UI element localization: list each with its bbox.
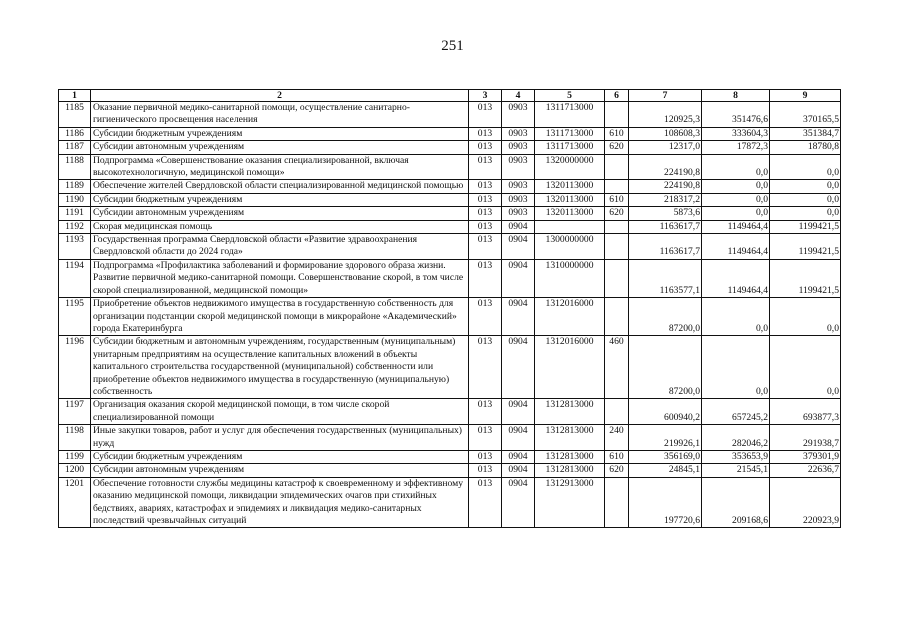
row-number: 1194 bbox=[59, 259, 91, 297]
row-amount-1: 87200,0 bbox=[629, 336, 702, 399]
row-amount-2: 0,0 bbox=[702, 154, 770, 180]
row-name: Субсидии бюджетным учреждениям bbox=[91, 127, 469, 140]
row-expense-type: 620 bbox=[605, 207, 629, 220]
row-target-code: 1311713000 bbox=[535, 127, 605, 140]
row-number: 1196 bbox=[59, 336, 91, 399]
row-ministry-code: 013 bbox=[469, 193, 502, 206]
budget-table bbox=[58, 89, 841, 528]
row-amount-3: 0,0 bbox=[770, 336, 841, 399]
row-name: Подпрограмма «Совершенствование оказания специализированной, включая высокотехнологичную, медицинской помощи» bbox=[91, 154, 469, 180]
row-amount-1: 197720,6 bbox=[629, 477, 702, 528]
table-row bbox=[59, 336, 841, 399]
row-amount-3: 0,0 bbox=[770, 154, 841, 180]
row-name: Организация оказания скорой медицинской помощи, в том числе скорой специализированной помощи bbox=[91, 399, 469, 425]
row-name: Субсидии автономным учреждениям bbox=[91, 207, 469, 220]
row-target-code: 1312016000 bbox=[535, 298, 605, 336]
row-expense-type: 620 bbox=[605, 141, 629, 154]
row-target-code: 1320000000 bbox=[535, 154, 605, 180]
row-name: Государственная программа Свердловской области «Развитие здравоохранения Свердловской области до 2024 года» bbox=[91, 234, 469, 260]
column-header-3: 3 bbox=[469, 90, 502, 102]
row-amount-1: 5873,6 bbox=[629, 207, 702, 220]
row-amount-3: 22636,7 bbox=[770, 464, 841, 477]
row-number: 1199 bbox=[59, 450, 91, 463]
row-ministry-code: 013 bbox=[469, 154, 502, 180]
row-amount-3: 0,0 bbox=[770, 180, 841, 193]
row-amount-1: 87200,0 bbox=[629, 298, 702, 336]
table-row bbox=[59, 193, 841, 206]
row-expense-type bbox=[605, 102, 629, 128]
row-amount-3: 1199421,5 bbox=[770, 259, 841, 297]
row-ministry-code: 013 bbox=[469, 477, 502, 528]
row-amount-2: 0,0 bbox=[702, 207, 770, 220]
row-number: 1201 bbox=[59, 477, 91, 528]
row-name: Приобретение объектов недвижимого имущества в государственную собственность для организации подстанции скорой медицинской помощи в микрорайоне «Академический» города Екатеринбурга bbox=[91, 298, 469, 336]
row-section-code: 0903 bbox=[502, 127, 535, 140]
row-number: 1193 bbox=[59, 234, 91, 260]
row-ministry-code: 013 bbox=[469, 298, 502, 336]
table-row bbox=[59, 477, 841, 528]
table-row bbox=[59, 207, 841, 220]
column-header-5: 5 bbox=[535, 90, 605, 102]
row-section-code: 0904 bbox=[502, 234, 535, 260]
row-expense-type bbox=[605, 234, 629, 260]
row-amount-2: 1149464,4 bbox=[702, 259, 770, 297]
row-amount-2: 333604,3 bbox=[702, 127, 770, 140]
row-amount-1: 219926,1 bbox=[629, 425, 702, 451]
row-amount-2: 0,0 bbox=[702, 336, 770, 399]
row-name: Скорая медицинская помощь bbox=[91, 220, 469, 233]
row-expense-type: 240 bbox=[605, 425, 629, 451]
row-target-code: 1311713000 bbox=[535, 102, 605, 128]
table-row bbox=[59, 298, 841, 336]
row-section-code: 0903 bbox=[502, 154, 535, 180]
row-name: Субсидии автономным учреждениям bbox=[91, 141, 469, 154]
row-amount-2: 209168,6 bbox=[702, 477, 770, 528]
row-expense-type bbox=[605, 154, 629, 180]
row-number: 1185 bbox=[59, 102, 91, 128]
row-expense-type: 610 bbox=[605, 193, 629, 206]
row-ministry-code: 013 bbox=[469, 234, 502, 260]
row-ministry-code: 013 bbox=[469, 259, 502, 297]
row-amount-3: 1199421,5 bbox=[770, 234, 841, 260]
row-amount-1: 356169,0 bbox=[629, 450, 702, 463]
row-amount-1: 1163617,7 bbox=[629, 220, 702, 233]
row-amount-1: 224190,8 bbox=[629, 180, 702, 193]
row-amount-1: 108608,3 bbox=[629, 127, 702, 140]
row-amount-3: 0,0 bbox=[770, 193, 841, 206]
row-amount-2: 1149464,4 bbox=[702, 234, 770, 260]
row-section-code: 0904 bbox=[502, 464, 535, 477]
row-target-code: 1312813000 bbox=[535, 464, 605, 477]
row-amount-3: 1199421,5 bbox=[770, 220, 841, 233]
column-header-9: 9 bbox=[770, 90, 841, 102]
row-section-code: 0904 bbox=[502, 220, 535, 233]
row-target-code: 1311713000 bbox=[535, 141, 605, 154]
header-row bbox=[59, 90, 841, 102]
table-row bbox=[59, 450, 841, 463]
row-amount-2: 657245,2 bbox=[702, 399, 770, 425]
row-target-code: 1300000000 bbox=[535, 234, 605, 260]
row-amount-2: 0,0 bbox=[702, 193, 770, 206]
row-target-code: 1310000000 bbox=[535, 259, 605, 297]
row-amount-2: 17872,3 bbox=[702, 141, 770, 154]
row-section-code: 0904 bbox=[502, 450, 535, 463]
row-amount-1: 24845,1 bbox=[629, 464, 702, 477]
row-amount-3: 370165,5 bbox=[770, 102, 841, 128]
table-row bbox=[59, 425, 841, 451]
table-row bbox=[59, 180, 841, 193]
row-ministry-code: 013 bbox=[469, 425, 502, 451]
row-target-code: 1320113000 bbox=[535, 207, 605, 220]
row-name: Субсидии бюджетным и автономным учреждениям, государственным (муниципальным) унитарным предприятиям на осуществление капитальных вложений в объекты капитального строительства государственной (муниципальной) собственности или приобретение объектов недвижимого имущества в государственную (муниципальную) собственность bbox=[91, 336, 469, 399]
row-amount-1: 600940,2 bbox=[629, 399, 702, 425]
row-section-code: 0903 bbox=[502, 207, 535, 220]
row-number: 1186 bbox=[59, 127, 91, 140]
row-amount-2: 0,0 bbox=[702, 298, 770, 336]
row-expense-type bbox=[605, 399, 629, 425]
row-ministry-code: 013 bbox=[469, 141, 502, 154]
row-number: 1198 bbox=[59, 425, 91, 451]
row-name: Обеспечение жителей Свердловской области специализированной медицинской помощью bbox=[91, 180, 469, 193]
row-number: 1191 bbox=[59, 207, 91, 220]
page-number: 251 bbox=[441, 38, 464, 54]
column-header-4: 4 bbox=[502, 90, 535, 102]
row-ministry-code: 013 bbox=[469, 180, 502, 193]
table-row bbox=[59, 399, 841, 425]
row-name: Иные закупки товаров, работ и услуг для обеспечения государственных (муниципальных) нужд bbox=[91, 425, 469, 451]
row-ministry-code: 013 bbox=[469, 336, 502, 399]
table-row bbox=[59, 127, 841, 140]
row-number: 1197 bbox=[59, 399, 91, 425]
row-number: 1188 bbox=[59, 154, 91, 180]
row-amount-3: 0,0 bbox=[770, 298, 841, 336]
row-amount-3: 379301,9 bbox=[770, 450, 841, 463]
row-ministry-code: 013 bbox=[469, 450, 502, 463]
row-amount-3: 220923,9 bbox=[770, 477, 841, 528]
table-row bbox=[59, 154, 841, 180]
row-target-code: 1312813000 bbox=[535, 425, 605, 451]
row-amount-2: 353653,9 bbox=[702, 450, 770, 463]
row-expense-type: 620 bbox=[605, 464, 629, 477]
row-expense-type bbox=[605, 220, 629, 233]
row-target-code: 1312016000 bbox=[535, 336, 605, 399]
table-body bbox=[59, 102, 841, 528]
row-amount-1: 218317,2 bbox=[629, 193, 702, 206]
row-ministry-code: 013 bbox=[469, 220, 502, 233]
row-number: 1189 bbox=[59, 180, 91, 193]
row-section-code: 0904 bbox=[502, 259, 535, 297]
row-amount-3: 351384,7 bbox=[770, 127, 841, 140]
row-amount-1: 12317,0 bbox=[629, 141, 702, 154]
row-expense-type bbox=[605, 259, 629, 297]
row-section-code: 0903 bbox=[502, 193, 535, 206]
row-target-code bbox=[535, 220, 605, 233]
row-amount-1: 224190,8 bbox=[629, 154, 702, 180]
column-header-6: 6 bbox=[605, 90, 629, 102]
row-target-code: 1312813000 bbox=[535, 450, 605, 463]
row-number: 1187 bbox=[59, 141, 91, 154]
row-amount-3: 18780,8 bbox=[770, 141, 841, 154]
column-header-2: 2 bbox=[91, 90, 469, 102]
row-ministry-code: 013 bbox=[469, 464, 502, 477]
row-name: Оказание первичной медико-санитарной помощи, осуществление санитарно-гигиенического просвещения населения bbox=[91, 102, 469, 128]
row-target-code: 1312913000 bbox=[535, 477, 605, 528]
column-header-7: 7 bbox=[629, 90, 702, 102]
row-section-code: 0903 bbox=[502, 102, 535, 128]
row-amount-1: 120925,3 bbox=[629, 102, 702, 128]
row-expense-type bbox=[605, 180, 629, 193]
row-amount-2: 21545,1 bbox=[702, 464, 770, 477]
row-amount-3: 0,0 bbox=[770, 207, 841, 220]
row-target-code: 1320113000 bbox=[535, 193, 605, 206]
row-name: Обеспечение готовности службы медицины катастроф к своевременному и эффективному оказанию медицинской помощи, ликвидации эпидемических очагов при стихийных бедствиях, авариях, катастрофах и эпидемиях и ликвидация медико-санитарных последствий чрезвычайных ситуаций bbox=[91, 477, 469, 528]
row-amount-3: 693877,3 bbox=[770, 399, 841, 425]
row-section-code: 0904 bbox=[502, 477, 535, 528]
table-row bbox=[59, 234, 841, 260]
row-amount-2: 282046,2 bbox=[702, 425, 770, 451]
row-expense-type bbox=[605, 298, 629, 336]
row-expense-type: 610 bbox=[605, 450, 629, 463]
table-row bbox=[59, 102, 841, 128]
row-amount-1: 1163617,7 bbox=[629, 234, 702, 260]
table-row bbox=[59, 141, 841, 154]
row-expense-type: 610 bbox=[605, 127, 629, 140]
row-section-code: 0904 bbox=[502, 399, 535, 425]
row-expense-type: 460 bbox=[605, 336, 629, 399]
table-row bbox=[59, 259, 841, 297]
row-target-code: 1320113000 bbox=[535, 180, 605, 193]
row-ministry-code: 013 bbox=[469, 127, 502, 140]
row-expense-type bbox=[605, 477, 629, 528]
row-number: 1200 bbox=[59, 464, 91, 477]
row-amount-2: 351476,6 bbox=[702, 102, 770, 128]
row-name: Субсидии бюджетным учреждениям bbox=[91, 193, 469, 206]
row-name: Подпрограмма «Профилактика заболеваний и формирование здорового образа жизни. Развитие первичной медико-санитарной помощи. Совершенствование скорой, в том числе скорой специализированной, медицинской помощи» bbox=[91, 259, 469, 297]
row-amount-2: 0,0 bbox=[702, 180, 770, 193]
column-header-8: 8 bbox=[702, 90, 770, 102]
row-ministry-code: 013 bbox=[469, 399, 502, 425]
table-row bbox=[59, 464, 841, 477]
row-section-code: 0903 bbox=[502, 180, 535, 193]
row-section-code: 0903 bbox=[502, 141, 535, 154]
row-amount-2: 1149464,4 bbox=[702, 220, 770, 233]
row-amount-3: 291938,7 bbox=[770, 425, 841, 451]
row-number: 1192 bbox=[59, 220, 91, 233]
row-ministry-code: 013 bbox=[469, 102, 502, 128]
row-section-code: 0904 bbox=[502, 336, 535, 399]
row-number: 1190 bbox=[59, 193, 91, 206]
row-section-code: 0904 bbox=[502, 425, 535, 451]
row-section-code: 0904 bbox=[502, 298, 535, 336]
row-ministry-code: 013 bbox=[469, 207, 502, 220]
row-name: Субсидии автономным учреждениям bbox=[91, 464, 469, 477]
row-amount-1: 1163577,1 bbox=[629, 259, 702, 297]
column-header-1: 1 bbox=[59, 90, 91, 102]
row-target-code: 1312813000 bbox=[535, 399, 605, 425]
row-name: Субсидии бюджетным учреждениям bbox=[91, 450, 469, 463]
row-number: 1195 bbox=[59, 298, 91, 336]
table-row bbox=[59, 220, 841, 233]
